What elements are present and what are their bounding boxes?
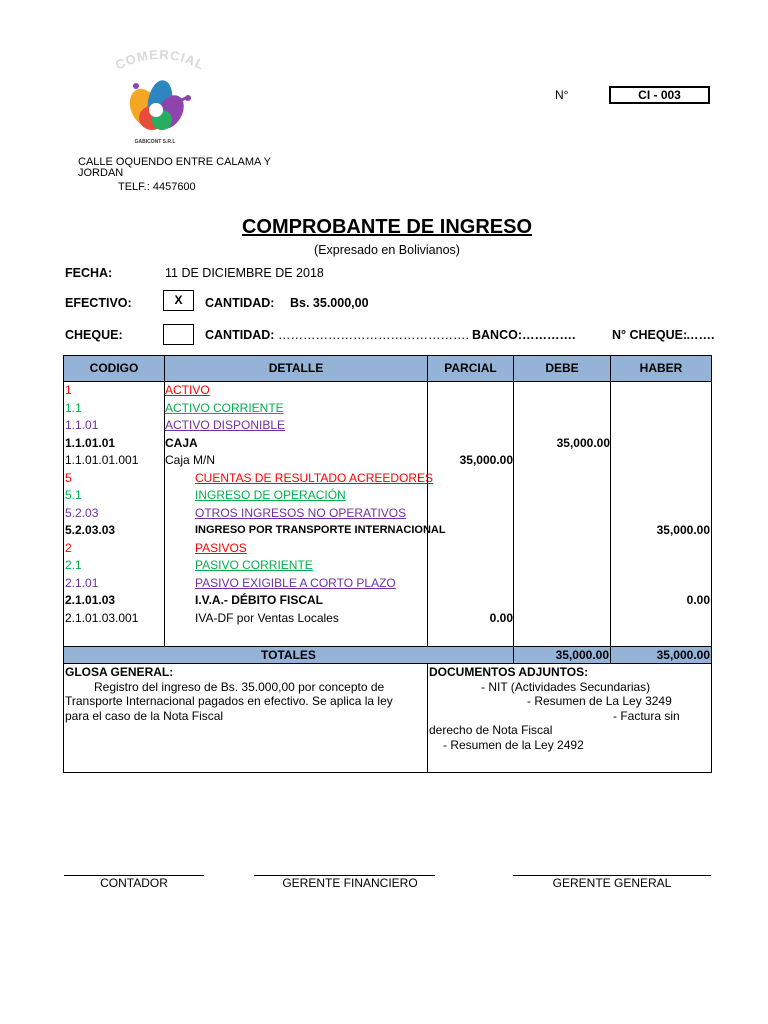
efectivo-label: EFECTIVO:	[65, 296, 132, 310]
document-item: - Resumen de La Ley 3249	[527, 694, 672, 708]
table-row	[64, 400, 711, 417]
glosa-text: Registro del ingreso de Bs. 35.000,00 por concepto de	[94, 679, 385, 694]
voucher-number: CI - 003	[609, 86, 710, 104]
header-codigo: CODIGO	[64, 356, 165, 382]
glosa-text: para el caso de la Nota Fiscal	[65, 708, 224, 723]
row-detail: PASIVO EXIGIBLE A CORTO PLAZO	[195, 575, 396, 590]
ncheque-value: …….	[686, 328, 715, 342]
row-detail: PASIVO CORRIENTE	[195, 558, 313, 572]
row-code: 1.1.01.01	[65, 435, 116, 450]
row-parcial: 35,000.00	[459, 453, 513, 467]
table-row	[64, 435, 711, 452]
efectivo-cantidad-label: CANTIDAD:	[205, 296, 275, 310]
row-detail: ACTIVO DISPONIBLE	[165, 418, 286, 432]
document-item: - NIT (Actividades Secundarias)	[481, 679, 651, 694]
row-code: 1.1	[65, 400, 82, 415]
address-line2: JORDAN	[78, 167, 124, 179]
row-code: 1.1.01	[65, 418, 99, 432]
row-code: 2.1.01.03	[65, 593, 116, 607]
document-item: derecho de Nota Fiscal	[429, 723, 553, 737]
company-logo	[100, 50, 220, 150]
row-code: 5.1	[65, 488, 82, 502]
row-code: 5.2.03	[65, 505, 99, 520]
company-arc-name: COMERCIAL	[112, 50, 208, 73]
table-row	[64, 522, 711, 539]
header-haber: HABER	[611, 356, 711, 382]
row-detail: ACTIVO	[165, 383, 210, 397]
totals-label: TOTALES	[64, 647, 514, 663]
document-item: - Resumen de la Ley 2492	[443, 737, 584, 752]
totals-debe: 35,000.00	[514, 647, 611, 663]
glosa-text: Transporte Internacional pagados en efectivo. Se aplica la ley	[65, 694, 393, 708]
row-detail: Caja M/N	[165, 453, 216, 467]
row-debe: 35,000.00	[556, 435, 610, 450]
phone: TELF.: 4457600	[118, 181, 196, 193]
row-detail: CAJA	[165, 435, 198, 450]
cheque-amount: ……………………………………….	[278, 328, 469, 342]
header-debe: DEBE	[514, 356, 611, 382]
row-code: 1	[65, 383, 72, 397]
document-item: - Factura sin	[613, 708, 680, 723]
row-code: 2.1.01	[65, 575, 99, 590]
column-divider	[427, 664, 428, 772]
header-detalle: DETALLE	[165, 356, 428, 382]
glosa-title: GLOSA GENERAL:	[65, 665, 174, 679]
fecha-value: 11 DE DICIEMBRE DE 2018	[165, 266, 324, 280]
row-parcial: 0.00	[489, 610, 513, 625]
row-detail: I.V.A.- DÉBITO FISCAL	[195, 593, 324, 607]
totals-row	[64, 646, 711, 664]
totals-haber: 35,000.00	[611, 647, 711, 663]
cheque-cantidad-label: CANTIDAD:	[205, 328, 275, 342]
header-parcial: PARCIAL	[428, 356, 514, 382]
table-row	[64, 610, 711, 627]
ncheque-label: N° CHEQUE:	[612, 328, 688, 342]
documents-title: DOCUMENTOS ADJUNTOS:	[429, 665, 589, 679]
efectivo-checkbox[interactable]: X	[163, 290, 194, 311]
table-row	[64, 452, 711, 469]
table-row	[64, 470, 711, 487]
row-code: 5.2.03.03	[65, 523, 116, 537]
cheque-checkbox[interactable]	[163, 324, 194, 345]
row-haber: 0.00	[686, 593, 710, 607]
row-code: 5	[65, 470, 72, 485]
row-code: 1.1.01.01.001	[65, 453, 139, 467]
row-code: 2.1.01.03.001	[65, 610, 139, 625]
row-detail: IVA-DF por Ventas Locales	[195, 610, 339, 625]
row-detail: OTROS INGRESOS NO OPERATIVOS	[195, 505, 407, 520]
row-haber: 35,000.00	[656, 523, 710, 537]
document-title: COMPROBANTE DE INGRESO	[241, 216, 533, 238]
glosa-section	[65, 665, 425, 723]
signature-contador: CONTADOR	[100, 876, 168, 890]
voucher-number-label: N°	[555, 88, 569, 102]
row-detail: ACTIVO CORRIENTE	[165, 400, 284, 415]
documents-section	[429, 665, 709, 752]
banco-label: BANCO:	[472, 328, 522, 342]
address-line1: CALLE OQUENDO ENTRE CALAMA Y	[78, 156, 271, 168]
document-subtitle: (Expresado en Bolivianos)	[314, 243, 460, 257]
signature-gerente-financiero: GERENTE FINANCIERO	[282, 876, 418, 890]
row-detail: INGRESO POR TRANSPORTE INTERNACIONAL	[195, 524, 446, 536]
logo-caption: GABICONT S.R.L	[134, 139, 176, 145]
banco-value: ………….	[522, 328, 576, 342]
row-detail: PASIVOS	[195, 540, 247, 555]
row-code: 2	[65, 540, 72, 555]
table-row	[64, 487, 711, 504]
fecha-label: FECHA:	[65, 266, 113, 280]
logo-emblem-icon	[124, 78, 191, 133]
table-row	[64, 575, 711, 592]
cheque-label: CHEQUE:	[65, 328, 123, 342]
table-row	[64, 592, 711, 609]
table-row	[64, 505, 711, 522]
table-row	[64, 417, 711, 434]
table-row	[64, 382, 711, 399]
row-detail: CUENTAS DE RESULTADO ACREEDORES	[195, 470, 434, 485]
accounting-table	[63, 355, 712, 773]
row-detail: INGRESO DE OPERACIÓN	[195, 488, 346, 502]
table-row	[64, 540, 711, 557]
row-code: 2.1	[65, 558, 82, 572]
efectivo-amount: Bs. 35.000,00	[290, 296, 369, 310]
table-row	[64, 557, 711, 574]
signature-gerente-general: GERENTE GENERAL	[552, 876, 672, 890]
